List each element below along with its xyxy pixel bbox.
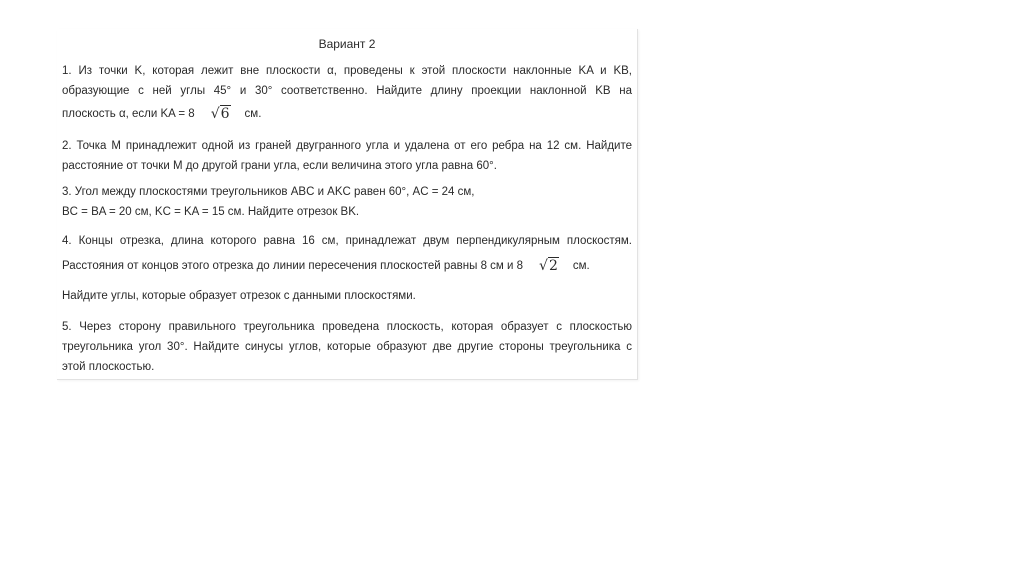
problem-1-line-3	[62, 101, 632, 127]
problem-5	[62, 317, 632, 377]
problem-5-line-3: этой плоскостью.	[62, 361, 155, 373]
document-body	[62, 34, 632, 377]
sqrt-six: √6	[210, 106, 230, 122]
problem-2	[62, 136, 632, 176]
problem-4-line-1: 4. Концы отрезка, длина которого равна 16 см, принадлежат двум перпендикулярным плоскостям.	[62, 235, 632, 247]
sqrt-two: √2	[539, 258, 558, 274]
problem-4-unit: см.	[572, 260, 590, 272]
document-title: Вариант 2	[318, 37, 376, 51]
problem-1-line-2: образующие с ней углы 45° и 30° соответственно. Найдите длину проекции наклонной KB на	[62, 85, 632, 97]
problem-5-line-2: треугольника угол 30°. Найдите синусы углов, которые образуют две другие стороны треугольника с	[62, 341, 632, 353]
problem-1	[62, 61, 632, 127]
sqrt-six-radicand: 6	[220, 106, 230, 122]
problem-3-line-1: 3. Угол между плоскостями треугольников ABC и AKC равен 60°, AC = 24 см,	[62, 186, 475, 198]
problem-4-line-3: Найдите углы, которые образует отрезок с данными плоскостями.	[62, 290, 416, 302]
problem-1-line-3-text: плоскость α, если KA = 8	[62, 108, 195, 120]
problem-1-line-1: 1. Из точки K, которая лежит вне плоскости α, проведены к этой плоскости наклонные KA и KB,	[62, 65, 632, 77]
sqrt-two-radicand: 2	[548, 258, 558, 274]
problem-3	[62, 182, 632, 222]
problem-1-unit: см.	[244, 108, 262, 120]
problem-4-line-2	[62, 251, 632, 281]
problem-4	[62, 231, 632, 311]
problem-2-line-1: 2. Точка M принадлежит одной из граней двугранного угла и удалена от его ребра на 12 см. Найдите	[62, 140, 632, 152]
problem-5-line-1: 5. Через сторону правильного треугольника проведена плоскость, которая образует с плоскостью	[62, 321, 632, 333]
problem-2-line-2: расстояние от точки M до другой грани угла, если величина этого угла равна 60°.	[62, 160, 497, 172]
problem-4-line-2-text: Расстояния от концов этого отрезка до линии пересечения плоскостей равны 8 см и 8	[62, 260, 524, 272]
problem-3-line-2: BC = BA = 20 см, KC = KA = 15 см. Найдите отрезок BK.	[62, 206, 360, 218]
